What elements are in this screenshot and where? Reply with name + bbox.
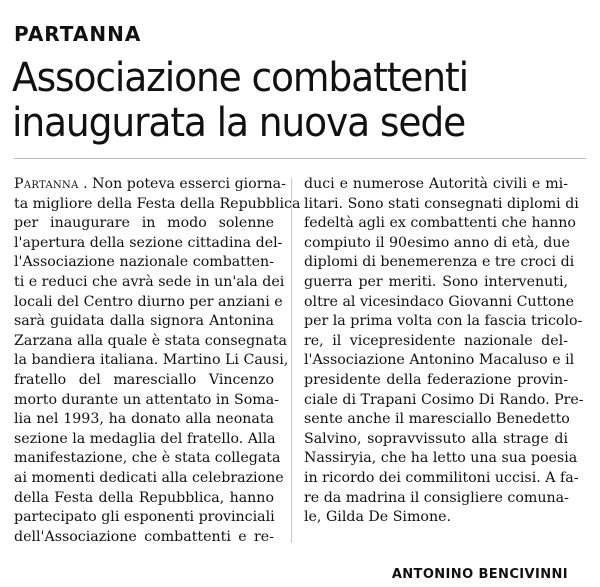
text-line: diplomi di benemerenza e tre croci di	[304, 254, 575, 271]
text-line: l'apertura della sezione cittadina del-	[14, 234, 283, 251]
text-line-content: . Non poteva esserci giorna-	[83, 176, 286, 192]
text-line: morto durante un attentato in Soma-	[14, 391, 279, 408]
text-line: partecipato gli esponenti provinciali	[14, 509, 275, 526]
text-line: guerra per meriti. Sono intervenuti,	[304, 273, 568, 290]
text-line: le, Gilda De Simone.	[304, 509, 451, 526]
text-line	[14, 175, 286, 195]
text-line: l'Associazione nazionale combatten-	[14, 254, 274, 271]
text-line: duci e numerose Autorità civili e mi-	[304, 176, 568, 192]
text-line: ciale di Trapani Cosimo Di Rando. Pre-	[304, 391, 584, 408]
dateline: Partanna	[14, 176, 79, 192]
text-line: l'Associazione Antonino Macaluso e il	[304, 352, 575, 369]
top-rule	[14, 158, 586, 159]
article-column-left	[14, 175, 301, 547]
text-line: fratello del maresciallo Vincenzo	[14, 371, 274, 388]
text-line: per inaugurare in modo solenne	[14, 215, 274, 232]
text-line: ai momenti dedicati alla celebrazione	[14, 469, 284, 486]
headline-line-1: Associazione combattenti	[12, 55, 468, 101]
text-line: dell'Associazione combattenti e re-	[14, 528, 274, 545]
text-line: Salvino, sopravvissuto alla strage di	[304, 430, 568, 447]
text-line: ta migliore della Festa della Repubblica	[14, 195, 301, 212]
text-line: locali del Centro diurno per anziani e	[14, 293, 283, 310]
section-tag: PARTANNA	[14, 22, 142, 46]
text-line: litari. Sono stati consegnati diplomi di	[304, 195, 579, 212]
text-line: ti e reduci che avrà sede in un'ala dei	[14, 273, 285, 290]
text-line: la bandiera italiana. Martino Li Causi,	[14, 352, 289, 369]
article-column-right	[304, 175, 584, 528]
text-line: sente anche il maresciallo Benedetto	[304, 411, 570, 428]
text-line: manifestazione, che è stata collegata	[14, 450, 281, 467]
column-divider	[291, 178, 292, 543]
text-line: in ricordo dei commilitoni uccisi. A fa-	[304, 469, 579, 486]
headline-line-2: inaugurata la nuova sede	[12, 100, 466, 146]
text-line: per la prima volta con la fascia tricolo-	[304, 313, 583, 330]
text-line: Zarzana alla quale è stata consegnata	[14, 332, 287, 349]
text-line: compiuto il 90esimo anno di età, due	[304, 234, 570, 251]
text-line: sezione la medaglia del fratello. Alla	[14, 430, 276, 447]
byline: ANTONINO BENCIVINNI	[391, 567, 568, 582]
headline	[12, 56, 557, 146]
text-line: sarà guidata dalla signora Antonina	[14, 313, 274, 330]
text-line: fedeltà agli ex combattenti che hanno	[304, 215, 576, 232]
text-line: della Festa della Repubblica, hanno	[14, 489, 274, 506]
text-line: lia nel 1993, ha donato alla neonata	[14, 411, 274, 428]
text-line: oltre al vicesindaco Giovanni Cuttone	[304, 293, 575, 310]
text-line: re, il vicepresidente nazionale del-	[304, 332, 568, 349]
text-line: re da madrina il consigliere comuna-	[304, 489, 569, 506]
text-line: presidente della federazione provin-	[304, 371, 568, 388]
text-line: Nassiryia, che ha letto una sua poesia	[304, 450, 578, 467]
